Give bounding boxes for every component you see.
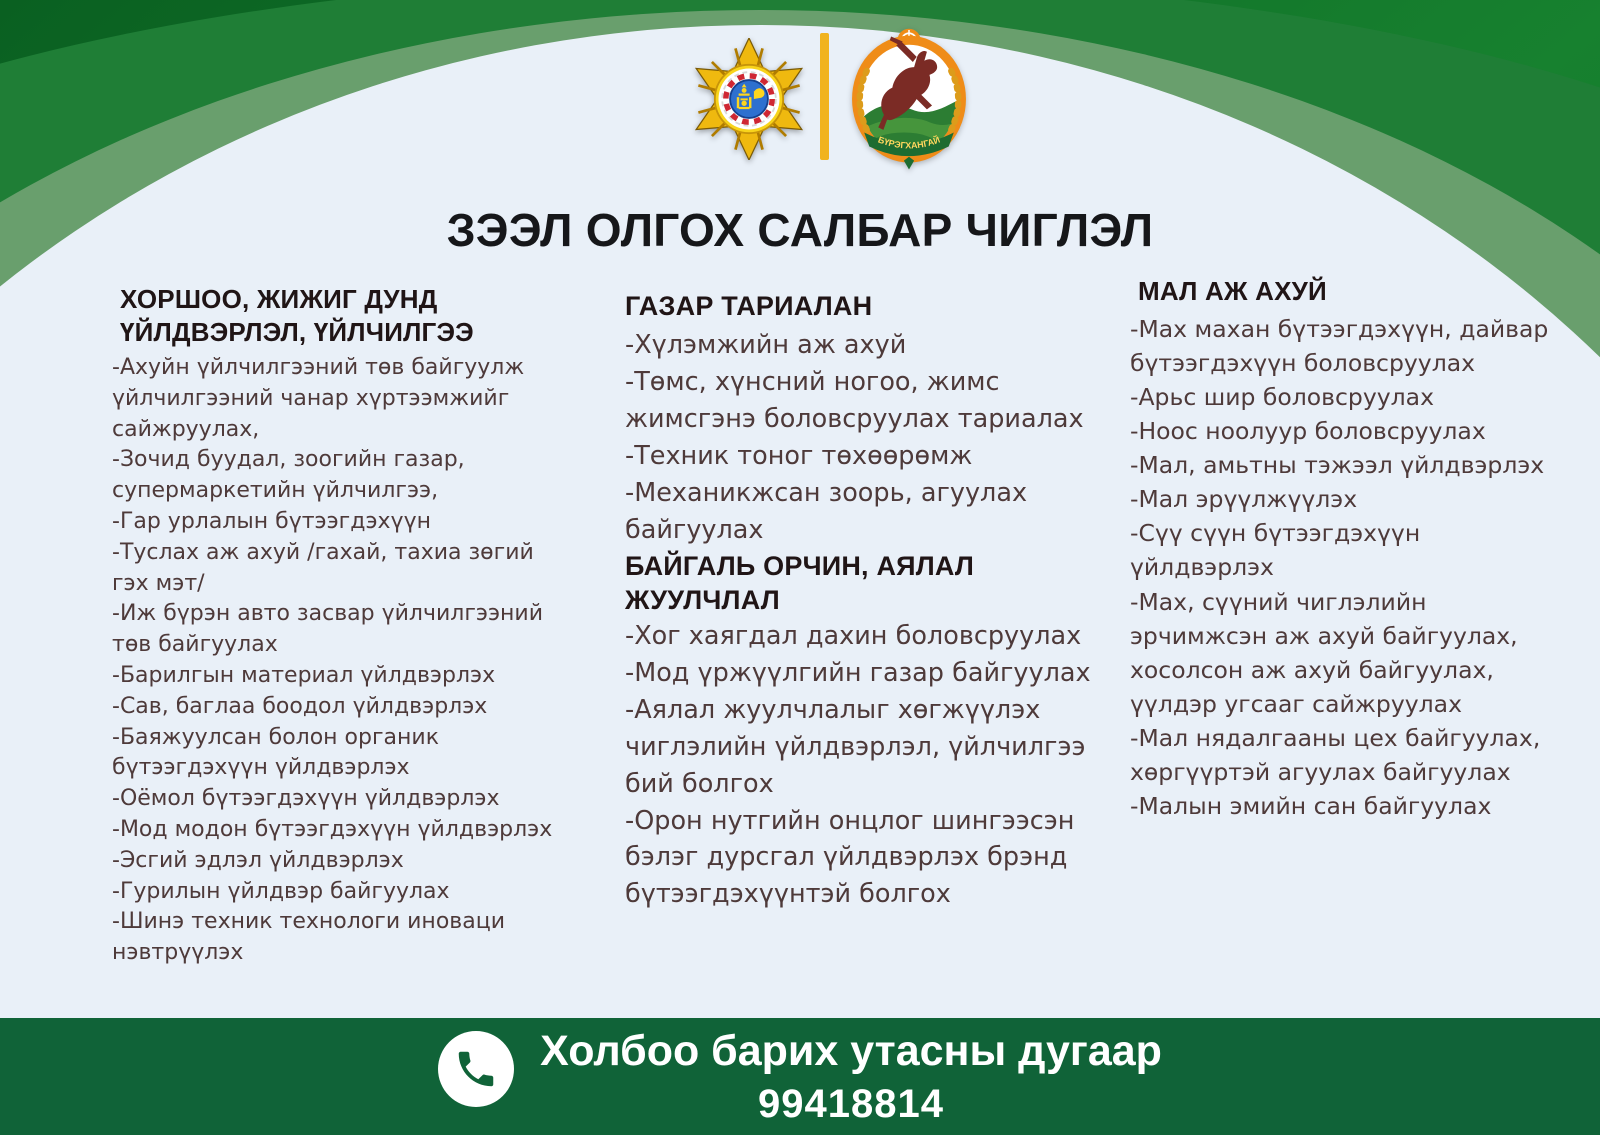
list-item: -Мод модон бүтээгдэхүүн үйлдвэрлэх: [112, 816, 553, 842]
page-title: ЗЭЭЛ ОЛГОХ САЛБАР ЧИГЛЭЛ: [446, 203, 1154, 256]
list-item: -Эсгий эдлэл үйлдвэрлэх: [112, 847, 404, 873]
section-heading: БАЙГАЛЬ ОРЧИН, АЯЛАЛ ЖУУЛЧЛАЛ: [625, 551, 975, 616]
emblem-banner-text: БҮРЭГХАНГАЙ: [876, 134, 942, 151]
list-item: -Сүү сүүн бүтээгдэхүүн үйлдвэрлэх: [1130, 519, 1421, 582]
column-crop-environment-tourism: [625, 289, 1092, 969]
logo-divider-icon: [820, 33, 829, 160]
list-item: -Зочид буудал, зоогийн газар, супермаркетийн үйлчилгээ,: [112, 447, 465, 504]
list-item: -Оёмол бүтээгдэхүүн үйлдвэрлэх: [112, 786, 500, 812]
list-item: -Иж бүрэн авто засвар үйлчилгээний төв байгуулах: [112, 601, 544, 658]
list-item: -Аялал жуулчлалыг хөгжүүлэх чиглэлийн үйлдвэрлэл, үйлчилгээ бий болгох: [625, 694, 1086, 799]
buregkhangai-emblem-icon: [845, 24, 973, 182]
phone-icon: [438, 1031, 514, 1107]
footer-contact-bar: [0, 1018, 1600, 1135]
column-livestock: [1130, 275, 1552, 969]
list-item: -Ноос ноолуур боловсруулах: [1130, 417, 1486, 446]
list-item: -Мод үржүүлгийн газар байгуулах: [625, 657, 1091, 688]
list-item: -Ахуйн үйлчилгээний төв байгуулж үйлчилгээний чанар хүртээмжийг сайжруулах,: [112, 355, 525, 442]
list-item: -Хүлэмжийн аж ахуй: [625, 330, 907, 361]
phone-number: 99418814: [758, 1082, 944, 1127]
list-item: -Туслах аж ахуй /гахай, тахиа зөгий гэх мэт/: [112, 539, 534, 596]
list-item: -Гар урлалын бүтээгдэхүүн: [112, 509, 431, 535]
list-item: -Мал, амьтны тэжээл үйлдвэрлэх: [1130, 451, 1545, 480]
state-order-emblem-icon: [688, 38, 810, 160]
list-item: -Мал эрүүлжүүлэх: [1130, 485, 1358, 514]
list-item: -Малын эмийн сан байгуулах: [1130, 791, 1492, 820]
list-item: -Механикжсан зоорь, агуулах байгуулах: [625, 478, 1028, 546]
list-item: -Шинэ техник технологи иноваци нэвтрүүлэх: [112, 909, 505, 966]
list-item: -Мах махан бүтээгдэхүүн, дайвар бүтээгдэхүүн боловсруулах: [1130, 315, 1549, 378]
list-item: -Арьс шир боловсруулах: [1130, 383, 1434, 412]
list-item: -Баяжуулсан болон органик бүтээгдэхүүн үйлдвэрлэх: [112, 724, 439, 781]
list-item: -Хог хаягдал дахин боловсруулах: [625, 620, 1082, 651]
loan-sectors-content: [112, 276, 1552, 969]
contact-label: Холбоо барих утасны дугаар: [540, 1027, 1162, 1075]
list-item: -Мах, сүүний чиглэлийн эрчимжсэн аж ахуй байгуулах, хосолсон аж ахуй байгуулах, үүлдэр угсааг сайжруулах: [1130, 587, 1518, 718]
list-item: -Барилгын материал үйлдвэрлэх: [112, 663, 496, 688]
section-heading: ГАЗАР ТАРИАЛАН: [625, 291, 873, 321]
list-item: -Орон нутгийн онцлог шингээсэн бэлэг дурсгал үйлдвэрлэх брэнд бүтээгдэхүүнтэй болгох: [625, 805, 1075, 910]
list-item: -Мал нядалгааны цех байгуулах, хөргүүртэй агуулах байгуулах: [1130, 723, 1541, 786]
column-cooperative-sme-services: [112, 283, 567, 969]
section-heading: МАЛ АЖ АХУЙ: [1138, 276, 1327, 306]
list-item: -Гурилын үйлдвэр байгуулах: [112, 878, 450, 904]
section-heading: ХОРШОО, ЖИЖИГ ДУНД ҮЙЛДВЭРЛЭЛ, ҮЙЛЧИЛГЭЭ: [120, 284, 474, 348]
list-item: -Техник тоног төхөөрөмж: [625, 441, 973, 472]
list-item: -Сав, баглаа боодол үйлдвэрлэх: [112, 693, 488, 719]
list-item: -Төмс, хүнсний ногоо, жимс жимсгэнэ боловсруулах тариалах: [625, 367, 1084, 435]
